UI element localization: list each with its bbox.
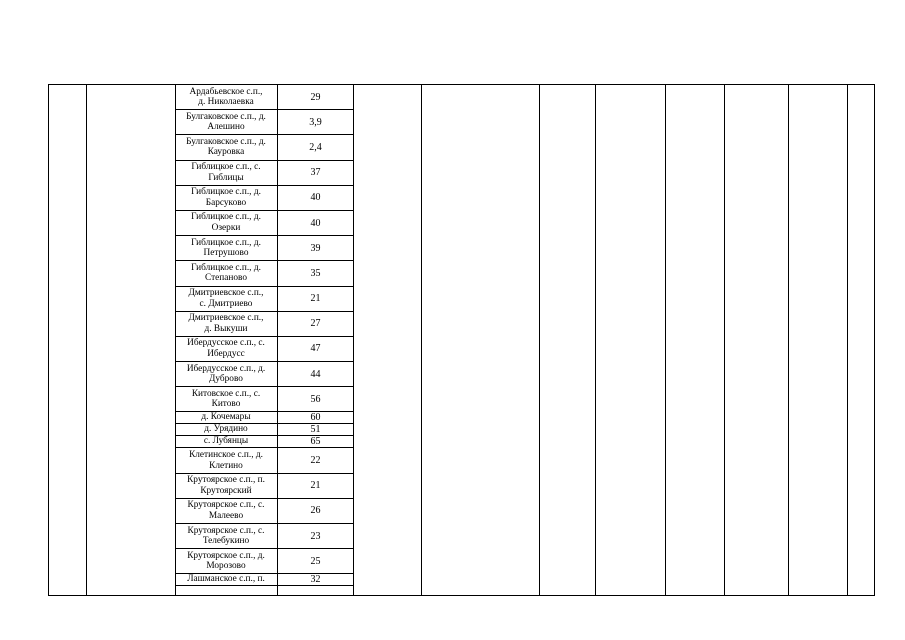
table-row <box>175 549 353 574</box>
settlement-name-cell: Лашманское с.п., п. <box>187 574 265 585</box>
settlement-name-cell: Крутоярское с.п., д. Морозово <box>187 550 265 572</box>
value-cell: 40 <box>277 211 353 235</box>
settlement-name-cell: с. Лубянцы <box>203 436 249 447</box>
settlement-name-cell: Гиблицкое с.п., д. Степаново <box>191 262 261 284</box>
settlement-name-cell: Ибердусское с.п., с. Ибердусс <box>187 338 265 359</box>
settlement-name-cell: Ибердусское с.п., д. Дуброво <box>186 363 266 385</box>
table-row <box>175 412 353 424</box>
value-cell: 26 <box>277 499 353 523</box>
column-divider <box>353 85 354 595</box>
value-cell: 22 <box>277 448 353 472</box>
value-cell: 3,9 <box>277 110 353 134</box>
table-row <box>175 211 353 236</box>
table-row <box>175 236 353 261</box>
settlement-name-cell: Гиблицкое с.п., д. Петрушово <box>191 237 261 259</box>
settlement-name-cell: Дмитриевское с.п., д. Выкуши <box>188 313 264 334</box>
value-cell: 51 <box>277 424 353 435</box>
column-divider <box>421 85 422 595</box>
settlement-name-cell: Булгаковское с.п., д. Кауровка <box>186 136 266 158</box>
data-table <box>48 84 875 596</box>
value-cell: 60 <box>277 412 353 423</box>
table-row <box>175 161 353 186</box>
column-divider <box>86 85 87 595</box>
table-row <box>175 362 353 387</box>
value-cell: 47 <box>277 337 353 361</box>
table-row <box>175 312 353 337</box>
column-divider <box>788 85 789 595</box>
value-cell: 32 <box>277 574 353 585</box>
settlement-name-cell: Ардабьевское с.п., д. Николаевка <box>189 86 263 108</box>
column-divider <box>595 85 596 595</box>
settlement-name-cell: Булгаковское с.п., д. Алешино <box>186 111 266 133</box>
settlement-name-cell: Китовское с.п., с. Китово <box>191 388 261 410</box>
table-row <box>175 261 353 286</box>
settlement-name-cell: Крутоярское с.п., с. Телебукино <box>187 525 265 547</box>
settlement-rows <box>175 85 353 586</box>
value-cell: 39 <box>277 236 353 260</box>
value-cell: 2,4 <box>277 135 353 159</box>
table-row <box>175 387 353 412</box>
settlement-name-cell: Клетинское с.п., д. Клетино <box>189 449 263 471</box>
table-row <box>175 424 353 436</box>
column-divider <box>847 85 848 595</box>
settlement-name-cell: Дмитриевское с.п., с. Дмитриево <box>188 288 264 309</box>
value-cell: 21 <box>277 287 353 311</box>
settlement-name-cell: Гиблицкое с.п., д. Озерки <box>191 212 261 234</box>
value-cell: 21 <box>277 474 353 498</box>
settlement-name-cell: Крутоярское с.п., с. Малеево <box>187 500 265 521</box>
settlement-name-cell: д. Урядино <box>204 424 248 435</box>
value-cell: 29 <box>277 85 353 109</box>
value-cell: 56 <box>277 387 353 411</box>
table-row <box>175 474 353 499</box>
table-row <box>175 499 353 524</box>
settlement-name-cell: Гиблицкое с.п., с. Гиблицы <box>191 162 261 183</box>
settlement-name-cell: Крутоярское с.п., п. Крутоярский <box>187 475 265 496</box>
table-row <box>175 85 353 110</box>
table-row <box>175 287 353 312</box>
table-row <box>175 436 353 448</box>
table-row <box>175 186 353 211</box>
settlement-name-cell: д. Кочемары <box>201 412 251 423</box>
value-cell: 23 <box>277 524 353 548</box>
value-cell: 37 <box>277 161 353 185</box>
column-divider <box>539 85 540 595</box>
value-cell: 27 <box>277 312 353 336</box>
value-cell: 44 <box>277 362 353 386</box>
value-cell: 40 <box>277 186 353 210</box>
table-row <box>175 337 353 362</box>
settlement-name-cell: Гиблицкое с.п., д. Барсуково <box>191 187 261 208</box>
value-cell: 35 <box>277 261 353 285</box>
column-divider <box>665 85 666 595</box>
table-row <box>175 574 353 586</box>
table-row <box>175 135 353 160</box>
table-row <box>175 110 353 135</box>
value-cell: 25 <box>277 549 353 573</box>
table-row <box>175 448 353 473</box>
table-row <box>175 524 353 549</box>
column-divider <box>724 85 725 595</box>
value-cell: 65 <box>277 436 353 447</box>
